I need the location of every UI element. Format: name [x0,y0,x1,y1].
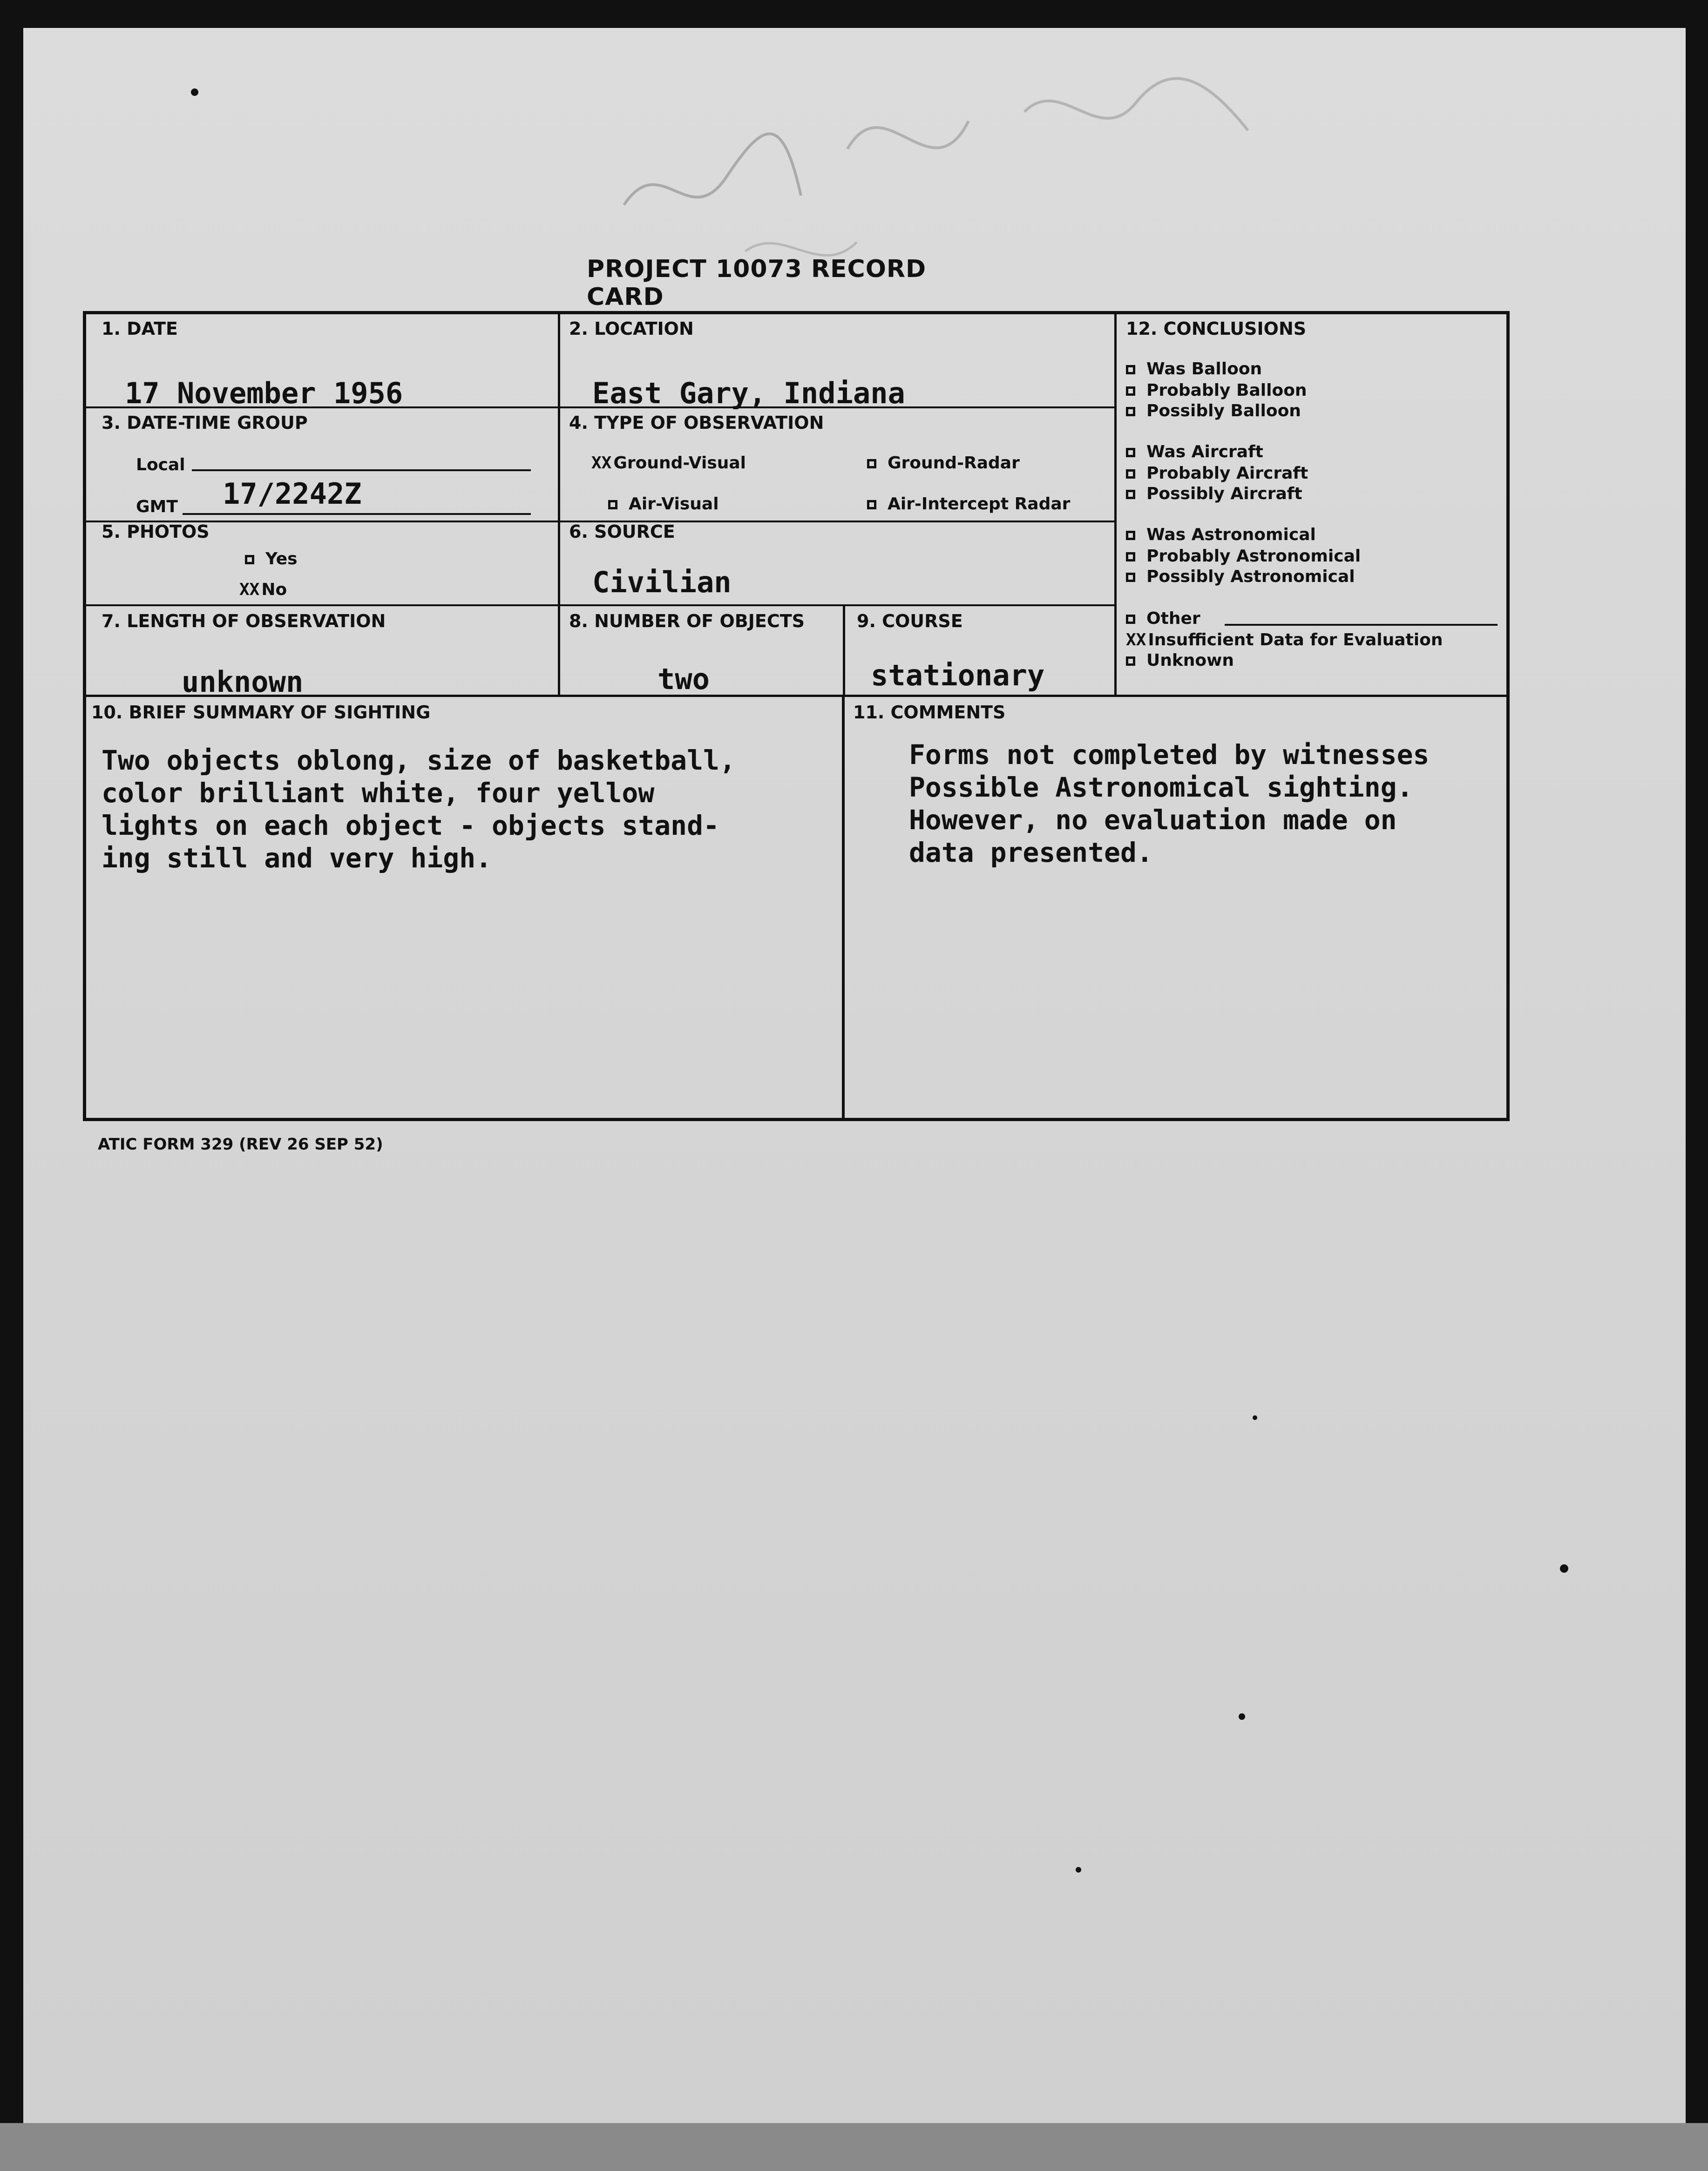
length-label: 7. LENGTH OF OBSERVATION [102,611,386,631]
was-aircraft-option[interactable] [1126,442,1263,461]
comments-text [909,738,1429,869]
air-visual-checkbox [608,500,617,509]
speck [1253,1415,1257,1420]
summary-line: lights on each object - objects stand- [102,810,719,841]
objects-value: two [657,662,710,696]
was-balloon-option[interactable] [1126,359,1262,379]
other-option[interactable] [1126,609,1200,628]
divider [558,311,560,696]
photos-yes-text: Yes [265,549,298,568]
air-intercept-text: Air-Intercept Radar [888,494,1071,514]
photos-no-text: No [261,580,287,599]
insufficient-text: Insufficient Data for Evaluation [1148,630,1443,649]
possibly-aircraft-option[interactable] [1126,484,1302,503]
course-value: stationary [871,658,1045,692]
gmt-underline [183,513,531,515]
photos-no-mark: XX [239,580,260,599]
summary-label: 10. BRIEF SUMMARY OF SIGHTING [91,702,431,723]
probably-balloon-option[interactable] [1126,381,1307,400]
other-underline [1225,624,1498,626]
possibly-astronomical-checkbox [1126,573,1135,582]
ground-radar-option[interactable] [867,453,1020,473]
source-value: Civilian [592,565,732,599]
possibly-aircraft-checkbox [1126,490,1135,499]
location-value: East Gary, Indiana [592,376,905,410]
ground-visual-option[interactable] [591,453,746,473]
probably-astronomical-text: Probably Astronomical [1146,547,1361,566]
divider [83,604,1117,606]
probably-aircraft-option[interactable] [1126,464,1308,483]
speck [191,88,198,96]
ground-visual-mark: XX [591,453,612,473]
gmt-label: GMT [136,497,178,516]
other-text: Other [1146,609,1200,628]
possibly-balloon-option[interactable] [1126,401,1301,420]
probably-astronomical-option[interactable] [1126,547,1361,566]
possibly-balloon-text: Possibly Balloon [1146,401,1301,420]
insufficient-mark: XX [1126,630,1146,649]
probably-balloon-checkbox [1126,386,1135,396]
comments-line: Possible Astronomical sighting. [909,771,1413,803]
source-label: 6. SOURCE [569,521,675,542]
was-balloon-text: Was Balloon [1146,359,1262,379]
probably-astronomical-checkbox [1126,552,1135,561]
possibly-astronomical-option[interactable] [1126,567,1355,586]
was-astronomical-checkbox [1126,531,1135,540]
objects-label: 8. NUMBER OF OBJECTS [569,611,805,631]
comments-line: Forms not completed by witnesses [909,739,1430,771]
dtg-label: 3. DATE-TIME GROUP [102,413,308,433]
length-value: unknown [182,665,304,699]
type-label: 4. TYPE OF OBSERVATION [569,413,824,433]
unknown-option[interactable] [1126,651,1234,670]
course-label: 9. COURSE [857,611,963,631]
ground-radar-checkbox [867,459,876,468]
form-number: ATIC FORM 329 (REV 26 SEP 52) [98,1135,383,1154]
divider [843,605,845,696]
probably-aircraft-checkbox [1126,469,1135,479]
possibly-aircraft-text: Possibly Aircraft [1146,484,1302,503]
air-visual-option[interactable] [608,494,719,514]
conclusions-label: 12. CONCLUSIONS [1126,318,1307,339]
photos-label: 5. PHOTOS [102,521,210,542]
possibly-astronomical-text: Possibly Astronomical [1146,567,1355,586]
other-checkbox [1126,615,1135,624]
was-balloon-checkbox [1126,365,1135,374]
ground-radar-text: Ground-Radar [888,453,1020,473]
probably-aircraft-text: Probably Aircraft [1146,464,1308,483]
card-title: PROJECT 10073 RECORD CARD [587,255,927,311]
speck [1560,1564,1568,1573]
unknown-checkbox [1126,656,1135,666]
was-aircraft-checkbox [1126,448,1135,457]
location-label: 2. LOCATION [569,318,694,339]
summary-line: color brilliant white, four yellow [102,777,655,809]
local-underline [192,469,531,471]
insufficient-option[interactable] [1126,630,1443,649]
summary-line: Two objects oblong, size of basketball, [102,744,736,776]
ground-visual-text: Ground-Visual [613,453,746,473]
summary-line: ing still and very high. [102,842,492,874]
photos-yes-checkbox [245,555,254,564]
air-intercept-option[interactable] [867,494,1070,514]
divider [842,696,845,1121]
probably-balloon-text: Probably Balloon [1146,381,1307,400]
divider [1114,311,1117,696]
local-label: Local [136,455,185,474]
air-visual-text: Air-Visual [629,494,719,514]
possibly-balloon-checkbox [1126,407,1135,416]
photos-yes-option[interactable] [245,549,298,568]
summary-text [102,744,736,874]
unknown-text: Unknown [1146,651,1234,670]
date-value: 17 November 1956 [125,376,403,410]
was-aircraft-text: Was Aircraft [1146,442,1263,461]
comments-line: However, no evaluation made on [909,804,1397,836]
speck [1076,1867,1081,1873]
speck [1239,1713,1245,1720]
air-intercept-checkbox [867,500,876,509]
date-label: 1. DATE [102,318,178,339]
comments-label: 11. COMMENTS [853,702,1006,723]
comments-line: data presented. [909,837,1153,868]
scan-edge [0,2123,1708,2171]
gmt-value: 17/2242Z [223,477,362,511]
was-astronomical-option[interactable] [1126,525,1316,544]
was-astronomical-text: Was Astronomical [1146,525,1316,544]
photos-no-option[interactable] [239,580,287,599]
